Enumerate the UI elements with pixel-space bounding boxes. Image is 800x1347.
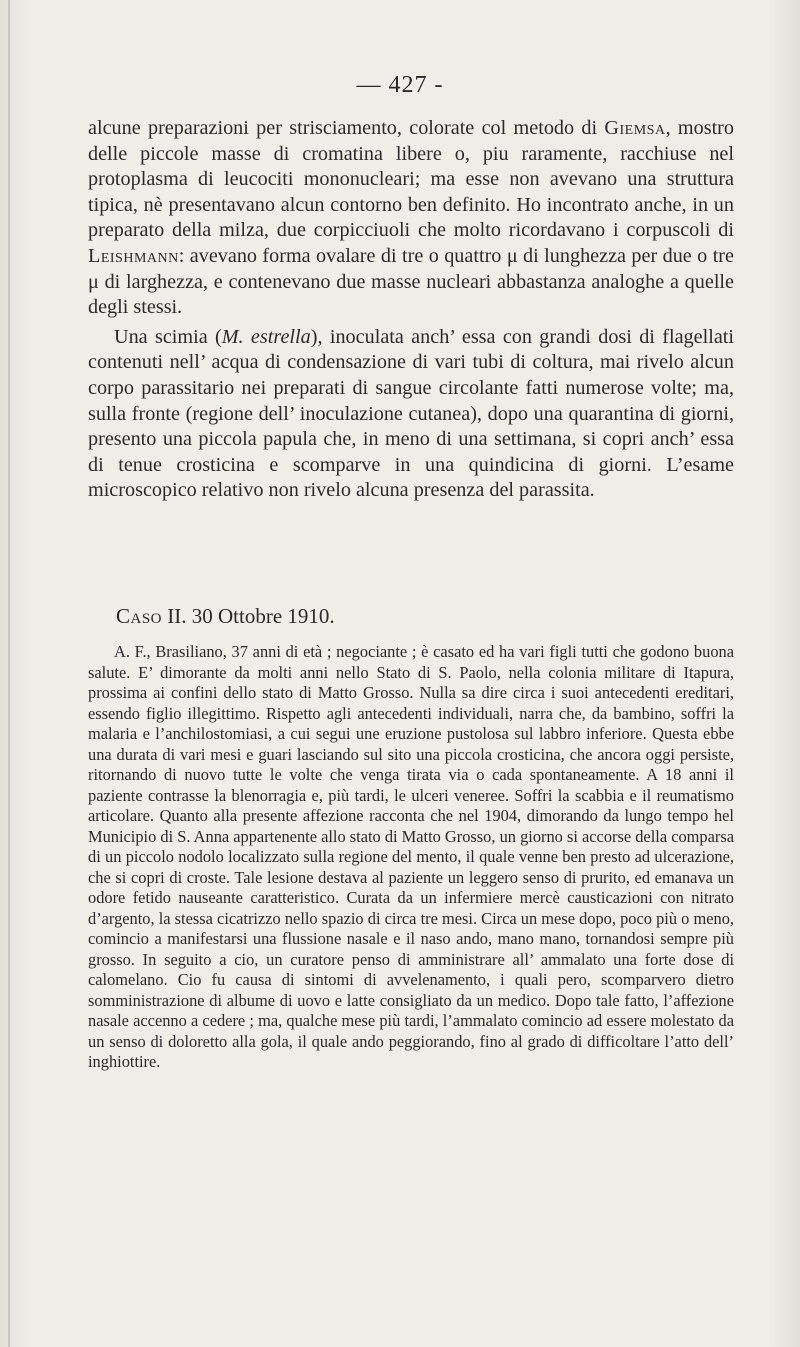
paragraph-1-text-b: , mostro delle piccole masse di cromatina libere o, piu raramente, racchiuse nel protoplasma di leucociti mononucleari; ma esse non avevano una struttura tipica, nè presentavano alcun contorno ben definito. Ho incontrato anche, in un preparato della milza, due corpicciuoli che molto ricordavano i corpuscoli di [88,117,734,242]
paragraph-2 [88,325,734,504]
main-text [88,116,734,504]
case-heading [116,603,335,629]
author-name-giemsa: Giemsa [604,117,666,139]
paragraph-2-text-a: Una scimia ( [114,325,222,348]
species-name: M. estrella [221,325,311,348]
page-number: — 427 - [356,72,444,98]
case-title: II. 30 Ottobre 1910. [167,604,335,628]
paragraph-1 [88,116,734,321]
paragraph-1-text-c: : avevano forma ovalare di tre o quattro μ di lunghezza per due o tre μ di larghezza, e contenevano due masse nucleari abbastanza analoghe a quelle degli stessi. [88,244,734,319]
paragraph-1-text-a: alcune preparazioni per strisciamento, colorate col metodo di [88,117,605,139]
paragraph-2-text-b: ), inoculata anch’ essa con grandi dosi di flagellati contenuti nell’ acqua di condensazione di vari tubi di coltura, mai rivelo alcun corpo parassitario nei preparati di sangue circolante fatti numerose volte; ma, sulla fronte (regione dell’ inoculazione cutanea), dopo una quarantina di giorni, presento una piccola papula che, in meno di una settimana, si copri anch’ essa di tenue crosticina e scomparve in una quindicina di giorni. L’esame microscopico relativo non rivelo alcuna presenza del parassita. [88,325,734,502]
case-report-text: A. F., Brasiliano, 37 anni di età ; negociante ; è casato ed ha vari figli tutti che godono buona salute. E’ dimorante da molti anni nello Stato di S. Paolo, nella colonia militare di Itapura, prossima ai confini dello stato di Matto Grosso. Nulla sa dire circa i suoi antecedenti ereditari, essendo figlio illegittimo. Rispetto agli antecedenti individuali, narra che, da bambino, soffri la malaria e l’anchilostomiasi, a cui segui une eruzione pustolosa sul labbro inferiore. Questa ebbe una durata di vari mesi e guari lasciando sul sito una piccola crosticina, che ancora oggi persiste, ritornando di nuovo tutte le volte che venga tirata via o cada spontaneamente. A 18 anni il paziente contrasse la blenorragia e, più tardi, le ulceri veneree. Soffri la scabbia e il reumatismo articolare. Quanto alla presente affezione racconta che nel 1904, dimorando da lungo tempo hel Municipio di S. Anna appartenente allo stato di Matto Grosso, un giorno si accorse della comparsa di un piccolo nodolo localizzato sulla regione del mento, il quale venne ben presto ad ulcerazione, che si copri di croste. Tale lesione destava al paziente un leggero senso di prurito, ed emanava un odore fetido nauseante caratteristico. Curata da un infermiere mercè causticazioni con nitrato d’argento, la stessa cicatrizzo nello spazio di circa tre mesi. Circa un mese dopo, poco più o meno, comincio a manifestarsi una flussione nasale e il naso ando, mano mano, tornandosi sempre più grosso. In seguito a cio, un curatore penso di amministrare all’ ammalato una forte dose di calomelano. Cio fu causa di sintomi di avvelenamento, i quali pero, scomparvero dietro somministrazione di albume di uovo e latte consigliato da un medico. Dopo tale fatto, l’affezione nasale accenno a cedere ; ma, qualche mese più tardi, l’ammalato comincio ad essere molestato da un senso di doloretto alla gola, il quale ando peggiorando, fino al grado di difficoltare l’atto dell’ inghiottire. [88,642,734,1071]
author-name-leishmann: Leishmann [88,244,179,267]
page-edge [8,0,10,1347]
case-label: Caso [116,604,163,628]
case-report [88,642,734,1073]
